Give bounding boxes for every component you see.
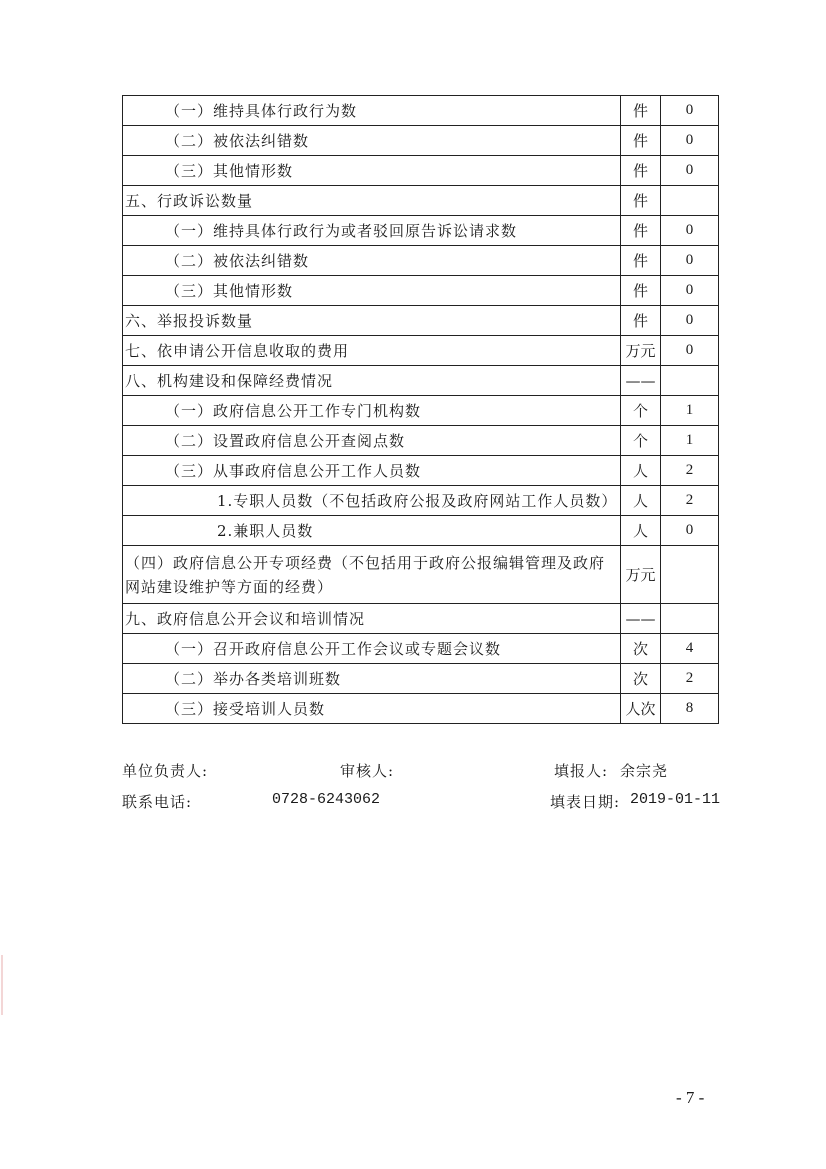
table-row [123,276,719,306]
row-item-label: 九、政府信息公开会议和培训情况 [123,604,621,634]
row-item-label: （三）其他情形数 [123,156,621,186]
table-row [123,664,719,694]
row-unit: 件 [621,246,661,276]
row-value [661,604,719,634]
row-unit: —— [621,366,661,396]
row-item-label: （二）设置政府信息公开查阅点数 [123,426,621,456]
table-row [123,456,719,486]
page-number: - 7 - [676,1088,705,1107]
row-value: 2 [661,664,719,694]
table-row [123,336,719,366]
scan-edge-mark [1,955,3,1015]
row-value [661,186,719,216]
row-unit: 件 [621,96,661,126]
row-unit: 万元 [621,336,661,366]
filler-name: 余宗尧 [620,762,669,780]
date-label: 填表日期: [550,793,621,811]
row-value: 8 [661,694,719,724]
unit-head-label: 单位负责人: [122,762,209,780]
row-item-label: （二）举办各类培训班数 [123,664,621,694]
row-item-label: （三）其他情形数 [123,276,621,306]
row-value: 1 [661,426,719,456]
filler-label: 填报人: [554,762,609,780]
table-row [123,126,719,156]
row-item-label: 五、行政诉讼数量 [123,186,621,216]
row-item-label: （二）被依法纠错数 [123,246,621,276]
row-value: 0 [661,306,719,336]
table-row [123,246,719,276]
row-unit: —— [621,604,661,634]
row-value: 0 [661,126,719,156]
table-body [123,96,719,724]
reviewer-label: 审核人: [340,762,395,780]
row-unit: 次 [621,664,661,694]
table-row [123,604,719,634]
table-row [123,366,719,396]
row-unit: 件 [621,186,661,216]
table-row [123,516,719,546]
table-row [123,156,719,186]
row-value: 4 [661,634,719,664]
row-value [661,546,719,604]
row-unit: 人 [621,456,661,486]
row-item-label: （一）政府信息公开工作专门机构数 [123,396,621,426]
row-unit: 万元 [621,546,661,604]
table-row [123,546,719,604]
row-item-label: （一）维持具体行政行为或者驳回原告诉讼请求数 [123,216,621,246]
table-row [123,634,719,664]
row-unit: 次 [621,634,661,664]
table-row [123,306,719,336]
row-unit: 个 [621,426,661,456]
row-value: 0 [661,156,719,186]
phone-number: 0728-6243062 [272,791,381,808]
row-value: 0 [661,246,719,276]
row-value: 0 [661,96,719,126]
statistics-table [122,95,719,724]
table-row [123,486,719,516]
row-item-label: 2.兼职人员数 [123,516,621,546]
row-item-label: （一）召开政府信息公开工作会议或专题会议数 [123,634,621,664]
row-unit: 件 [621,216,661,246]
table-row [123,694,719,724]
row-value: 2 [661,486,719,516]
row-item-label: （四）政府信息公开专项经费（不包括用于政府公报编辑管理及政府网站建设维护等方面的经费） [123,546,621,604]
row-unit: 人 [621,486,661,516]
row-item-label: （三）从事政府信息公开工作人员数 [123,456,621,486]
row-item-label: 1.专职人员数（不包括政府公报及政府网站工作人员数） [123,486,621,516]
row-unit: 件 [621,306,661,336]
row-unit: 人 [621,516,661,546]
row-item-label: （一）维持具体行政行为数 [123,96,621,126]
row-value [661,366,719,396]
row-item-label: 八、机构建设和保障经费情况 [123,366,621,396]
table-row [123,396,719,426]
row-value: 0 [661,276,719,306]
fill-date: 2019-01-11 [630,791,721,808]
row-item-label: （三）接受培训人员数 [123,694,621,724]
table-row [123,96,719,126]
row-unit: 件 [621,126,661,156]
row-unit: 件 [621,276,661,306]
row-unit: 个 [621,396,661,426]
row-value: 2 [661,456,719,486]
row-value: 0 [661,216,719,246]
row-value: 0 [661,516,719,546]
row-unit: 件 [621,156,661,186]
phone-label: 联系电话: [122,793,193,811]
table-row [123,186,719,216]
table-row [123,216,719,246]
row-item-label: 七、依申请公开信息收取的费用 [123,336,621,366]
row-unit: 人次 [621,694,661,724]
row-value: 0 [661,336,719,366]
row-item-label: 六、举报投诉数量 [123,306,621,336]
table-row [123,426,719,456]
row-value: 1 [661,396,719,426]
row-item-label: （二）被依法纠错数 [123,126,621,156]
